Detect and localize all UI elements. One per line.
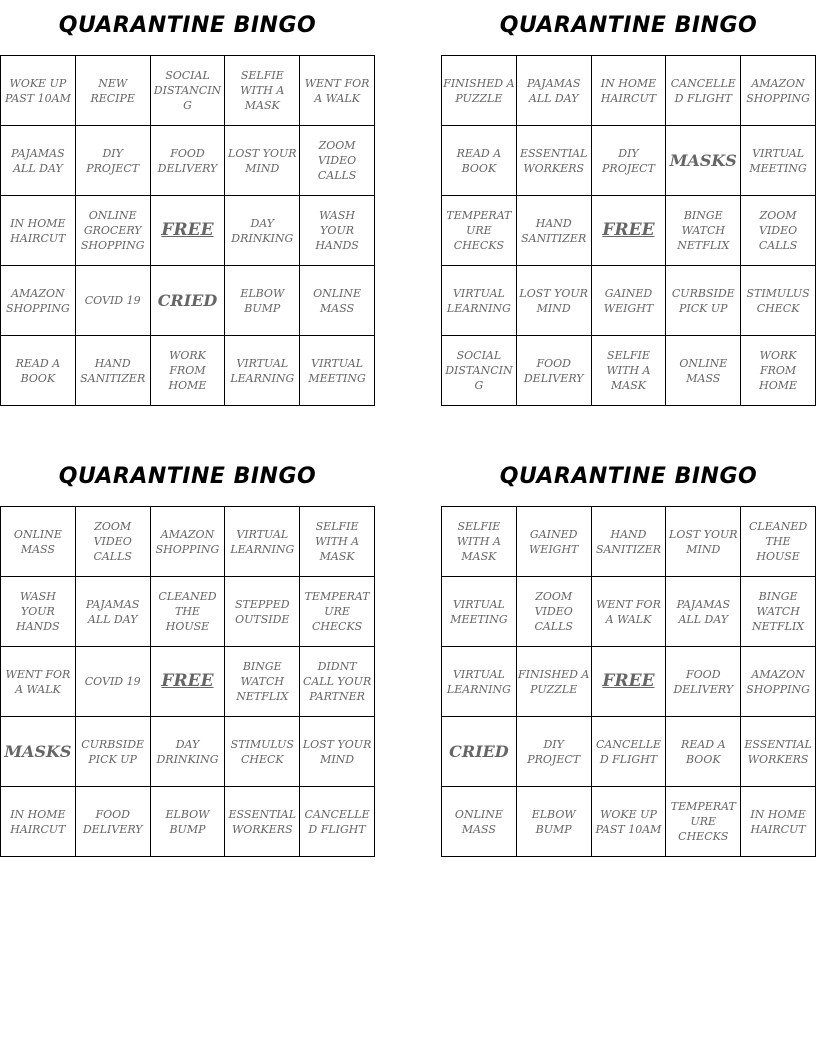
- bingo-cell: CLEANED THE HOUSE: [741, 507, 816, 577]
- bingo-card-3: [0, 451, 375, 857]
- bingo-cell: COVID 19: [76, 266, 151, 336]
- bingo-cell: CURBSIDE PICK UP: [666, 266, 741, 336]
- card-title: QUARANTINE BINGO: [58, 464, 317, 489]
- bingo-cell: ONLINE MASS: [666, 336, 741, 406]
- bingo-cell: AMAZON SHOPPING: [1, 266, 76, 336]
- bingo-cell: PAJAMAS ALL DAY: [1, 126, 76, 196]
- bingo-cell: SELFIE WITH A MASK: [442, 507, 517, 577]
- bingo-cell: CANCELLED FLIGHT: [592, 717, 667, 787]
- bingo-cell: HAND SANITIZER: [76, 336, 151, 406]
- bingo-cell: ELBOW BUMP: [151, 787, 226, 857]
- bingo-cell: IN HOME HAIRCUT: [1, 787, 76, 857]
- bingo-cell: WORK FROM HOME: [741, 336, 816, 406]
- bingo-cell: FOOD DELIVERY: [666, 647, 741, 717]
- bingo-cell: LOST YOUR MIND: [666, 507, 741, 577]
- bingo-cell: LOST YOUR MIND: [225, 126, 300, 196]
- bingo-cell: TEMPERATURE CHECKS: [442, 196, 517, 266]
- bingo-free-space: FREE: [592, 647, 667, 717]
- card-title: QUARANTINE BINGO: [499, 464, 758, 489]
- bingo-cell: WASH YOUR HANDS: [1, 577, 76, 647]
- bingo-cell: IN HOME HAIRCUT: [592, 56, 667, 126]
- bingo-cell: ZOOM VIDEO CALLS: [517, 577, 592, 647]
- bingo-cell: AMAZON SHOPPING: [741, 56, 816, 126]
- bingo-cell: BINGE WATCH NETFLIX: [741, 577, 816, 647]
- bingo-cell: CANCELLED FLIGHT: [666, 56, 741, 126]
- bingo-grid: [441, 55, 816, 406]
- bingo-cell: VIRTUAL MEETING: [300, 336, 375, 406]
- bingo-cell: DIY PROJECT: [76, 126, 151, 196]
- bingo-cell: ELBOW BUMP: [225, 266, 300, 336]
- bingo-cell: ESSENTIAL WORKERS: [517, 126, 592, 196]
- bingo-cell: IN HOME HAIRCUT: [1, 196, 76, 266]
- bingo-cell: STIMULUS CHECK: [741, 266, 816, 336]
- bingo-cell: CANCELLED FLIGHT: [300, 787, 375, 857]
- bingo-cell: WENT FOR A WALK: [592, 577, 667, 647]
- card-title: QUARANTINE BINGO: [58, 13, 317, 38]
- bingo-cell: WASH YOUR HANDS: [300, 196, 375, 266]
- bingo-cell: ONLINE GROCERY SHOPPING: [76, 196, 151, 266]
- bingo-cell: PAJAMAS ALL DAY: [76, 577, 151, 647]
- bingo-cell: SELFIE WITH A MASK: [300, 507, 375, 577]
- bingo-cell: PAJAMAS ALL DAY: [666, 577, 741, 647]
- bingo-cell: VIRTUAL MEETING: [442, 577, 517, 647]
- bingo-cell: ONLINE MASS: [442, 787, 517, 857]
- bingo-cell: ZOOM VIDEO CALLS: [76, 507, 151, 577]
- bingo-cell: SELFIE WITH A MASK: [225, 56, 300, 126]
- bingo-cell: AMAZON SHOPPING: [151, 507, 226, 577]
- bingo-cell: CURBSIDE PICK UP: [76, 717, 151, 787]
- bingo-cell: BINGE WATCH NETFLIX: [666, 196, 741, 266]
- bingo-cell: READ A BOOK: [666, 717, 741, 787]
- bingo-cell: SOCIAL DISTANCING: [151, 56, 226, 126]
- bingo-grid: [0, 506, 375, 857]
- bingo-cell: AMAZON SHOPPING: [741, 647, 816, 717]
- bingo-cell: TEMPERATURE CHECKS: [300, 577, 375, 647]
- bingo-cell: HAND SANITIZER: [592, 507, 667, 577]
- bingo-cell: GAINED WEIGHT: [592, 266, 667, 336]
- bingo-cell: DIY PROJECT: [592, 126, 667, 196]
- bingo-cell: IN HOME HAIRCUT: [741, 787, 816, 857]
- bingo-cell: STEPPED OUTSIDE: [225, 577, 300, 647]
- bingo-cell: FOOD DELIVERY: [76, 787, 151, 857]
- bingo-cell: LOST YOUR MIND: [517, 266, 592, 336]
- bingo-grid: [0, 55, 375, 406]
- bingo-cell: WORK FROM HOME: [151, 336, 226, 406]
- bingo-free-space: FREE: [592, 196, 667, 266]
- bingo-cell: VIRTUAL LEARNING: [442, 647, 517, 717]
- bingo-cell: CRIED: [442, 717, 517, 787]
- bingo-cell: STIMULUS CHECK: [225, 717, 300, 787]
- bingo-cell: WOKE UP PAST 10AM: [592, 787, 667, 857]
- bingo-cell: ZOOM VIDEO CALLS: [741, 196, 816, 266]
- bingo-free-space: FREE: [151, 196, 226, 266]
- bingo-cell: SOCIAL DISTANCING: [442, 336, 517, 406]
- bingo-cell: VIRTUAL MEETING: [741, 126, 816, 196]
- bingo-cell: COVID 19: [76, 647, 151, 717]
- bingo-cell: TEMPERATURE CHECKS: [666, 787, 741, 857]
- bingo-cell: CRIED: [151, 266, 226, 336]
- bingo-cell: HAND SANITIZER: [517, 196, 592, 266]
- bingo-grid: [441, 506, 816, 857]
- bingo-cell: FINISHED A PUZZLE: [442, 56, 517, 126]
- bingo-cell: LOST YOUR MIND: [300, 717, 375, 787]
- bingo-cell: FINISHED A PUZZLE: [517, 647, 592, 717]
- bingo-cell: NEW RECIPE: [76, 56, 151, 126]
- bingo-cell: DAY DRINKING: [151, 717, 226, 787]
- bingo-cell: SELFIE WITH A MASK: [592, 336, 667, 406]
- bingo-cell: ZOOM VIDEO CALLS: [300, 126, 375, 196]
- bingo-cell: VIRTUAL LEARNING: [442, 266, 517, 336]
- bingo-cell: ESSENTIAL WORKERS: [225, 787, 300, 857]
- bingo-cell: READ A BOOK: [442, 126, 517, 196]
- bingo-cell: WOKE UP PAST 10AM: [1, 56, 76, 126]
- bingo-cell: FOOD DELIVERY: [517, 336, 592, 406]
- bingo-card-4: [441, 451, 816, 857]
- bingo-cell: DIY PROJECT: [517, 717, 592, 787]
- bingo-cell: GAINED WEIGHT: [517, 507, 592, 577]
- bingo-cell: CLEANED THE HOUSE: [151, 577, 226, 647]
- card-title: QUARANTINE BINGO: [499, 13, 758, 38]
- bingo-card-1: [0, 0, 375, 406]
- bingo-cell: ONLINE MASS: [300, 266, 375, 336]
- bingo-cell: ONLINE MASS: [1, 507, 76, 577]
- bingo-cell: VIRTUAL LEARNING: [225, 507, 300, 577]
- bingo-cell: WENT FOR A WALK: [1, 647, 76, 717]
- bingo-cell: MASKS: [666, 126, 741, 196]
- bingo-cell: WENT FOR A WALK: [300, 56, 375, 126]
- bingo-cell: PAJAMAS ALL DAY: [517, 56, 592, 126]
- bingo-cell: BINGE WATCH NETFLIX: [225, 647, 300, 717]
- bingo-cell: ELBOW BUMP: [517, 787, 592, 857]
- bingo-cell: DAY DRINKING: [225, 196, 300, 266]
- bingo-free-space: FREE: [151, 647, 226, 717]
- bingo-cell: FOOD DELIVERY: [151, 126, 226, 196]
- bingo-cell: ESSENTIAL WORKERS: [741, 717, 816, 787]
- bingo-cell: VIRTUAL LEARNING: [225, 336, 300, 406]
- bingo-cell: DIDNT CALL YOUR PARTNER: [300, 647, 375, 717]
- bingo-card-2: [441, 0, 816, 406]
- bingo-cell: READ A BOOK: [1, 336, 76, 406]
- bingo-cell: MASKS: [1, 717, 76, 787]
